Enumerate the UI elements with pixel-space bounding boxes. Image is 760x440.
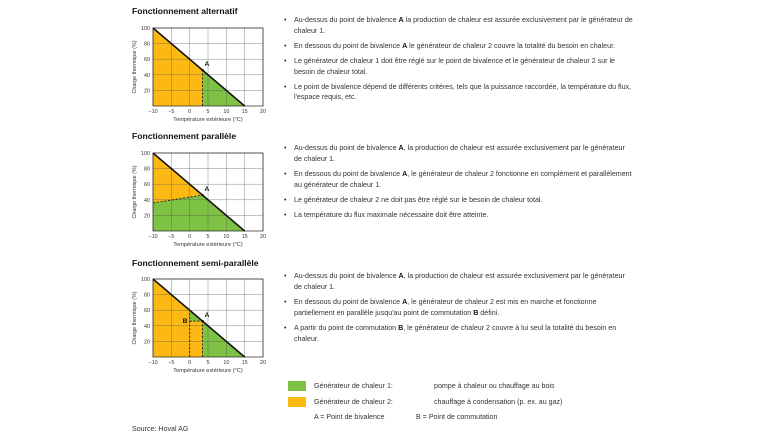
y-axis-label: Charge thermique (%) xyxy=(132,40,138,94)
chart-semi-parallele-svg xyxy=(120,273,280,388)
y-tick-label: 20 xyxy=(144,88,150,95)
x-tick-label: 15 xyxy=(241,360,248,366)
y-axis-label: Charge thermique (%) xyxy=(132,291,138,345)
switch-point-label: B xyxy=(182,318,188,326)
y-tick-label: 100 xyxy=(141,277,150,283)
legend-description: chauffage à condensation (p. ex. au gaz) xyxy=(434,398,563,406)
y-tick-label: 80 xyxy=(144,41,150,48)
legend-label: Générateur de chaleur 2: xyxy=(314,398,393,406)
chart-parallele-svg xyxy=(120,147,280,262)
y-tick-label: 80 xyxy=(144,292,150,299)
x-tick-label: −10 xyxy=(148,109,158,115)
x-tick-label: 20 xyxy=(260,360,266,366)
y-tick-label: 40 xyxy=(144,323,150,330)
section-title-parallele: Fonctionnement parallèle xyxy=(132,131,237,141)
x-tick-label: 5 xyxy=(206,360,210,366)
y-tick-label: 60 xyxy=(144,182,150,189)
bullet-item: • Au-dessus du point de bivalence A la production de chaleur est assurée exclusivement par le générateur de chaleur 1. xyxy=(284,15,634,37)
region-generator-2-0 xyxy=(153,153,203,203)
chart-semi-parallele xyxy=(120,273,280,388)
x-tick-label: 10 xyxy=(223,360,230,366)
x-tick-label: 20 xyxy=(260,109,266,115)
legend-label: Générateur de chaleur 1: xyxy=(314,382,393,390)
bullet-item: • Au-dessus du point de bivalence A, la production de chaleur est assurée exclusivement par le générateur de chaleur 1. xyxy=(284,143,634,165)
bullet-item: • Le générateur de chaleur 1 doit être réglé sur le point de bivalence et le générateur de chaleur 2 sur le besoin de chaleur total. xyxy=(284,56,634,78)
bullet-item: • En dessous du point de bivalence A le générateur de chaleur 2 couvre la totalité du besoin en chaleur. xyxy=(284,41,634,52)
bivalence-point-label: A xyxy=(204,61,210,69)
x-tick-label: −5 xyxy=(168,360,175,366)
chart-alternatif xyxy=(120,22,280,137)
y-tick-label: 100 xyxy=(141,151,150,157)
x-tick-label: −10 xyxy=(148,360,158,366)
y-tick-label: 40 xyxy=(144,72,150,79)
bullet-item: • Le générateur de chaleur 2 ne doit pas être réglé sur le besoin de chaleur total. xyxy=(284,195,634,206)
y-tick-label: 20 xyxy=(144,213,150,220)
y-tick-label: 20 xyxy=(144,339,150,346)
bullet-list-semi-parallele xyxy=(284,271,634,348)
x-tick-label: 15 xyxy=(241,234,248,240)
bullet-item: • La température du flux maximale nécessaire doit être atteinte. xyxy=(284,210,634,221)
x-axis-label: Température extérieure (°C) xyxy=(173,117,243,123)
x-axis-label: Température extérieure (°C) xyxy=(173,242,243,248)
bullet-item: • Au-dessus du point de bivalence A, la production de chaleur est assurée exclusivement par le générateur de chaleur 1. xyxy=(284,271,634,293)
chart-parallele xyxy=(120,147,280,262)
y-tick-label: 60 xyxy=(144,57,150,64)
x-tick-label: 0 xyxy=(188,109,192,115)
x-tick-label: −5 xyxy=(168,234,175,240)
x-tick-label: 20 xyxy=(260,234,266,240)
bivalence-point-label: A xyxy=(204,312,210,320)
x-tick-label: 5 xyxy=(206,109,210,115)
x-axis-label: Température extérieure (°C) xyxy=(173,368,243,374)
y-tick-label: 40 xyxy=(144,197,150,204)
bullet-item: • En dessous du point de bivalence A, le générateur de chaleur 2 est mis en marche et fonctionne partiellement en parallèle jusqu'au point de commutation B défini. xyxy=(284,297,634,319)
x-tick-label: 0 xyxy=(188,360,192,366)
region-generator-2-0 xyxy=(153,28,203,106)
section-title-alternatif: Fonctionnement alternatif xyxy=(132,6,238,16)
x-tick-label: −10 xyxy=(148,234,158,240)
bivalence-point-marker xyxy=(201,69,203,71)
bullet-list-alternatif xyxy=(284,15,634,107)
bullet-list-parallele xyxy=(284,143,634,224)
section-title-semi-parallele: Fonctionnement semi-parallèle xyxy=(132,258,259,268)
chart-alternatif-svg xyxy=(120,22,280,137)
legend-note-b: B = Point de commutation xyxy=(416,413,498,421)
bullet-item: • En dessous du point de bivalence A, le générateur de chaleur 2 fonctionne en complément et parallèlement au générateur de chaleur 1. xyxy=(284,169,634,191)
x-tick-label: 5 xyxy=(206,234,210,240)
x-tick-label: 15 xyxy=(241,109,248,115)
y-tick-label: 100 xyxy=(141,26,150,32)
legend-swatch-green xyxy=(288,381,306,391)
bivalence-point-marker xyxy=(201,194,203,196)
y-tick-label: 80 xyxy=(144,166,150,173)
y-axis-label: Charge thermique (%) xyxy=(132,165,138,219)
bivalence-point-label: A xyxy=(204,186,210,194)
bullet-item: • A partir du point de commutation B, le générateur de chaleur 2 couvre à lui seul la totalité du besoin en chaleur. xyxy=(284,323,634,345)
bullet-item: • Le point de bivalence dépend de différents critères, tels que la puissance raccordée, la température du flux, l'espace requis, etc. xyxy=(284,82,634,104)
x-tick-label: −5 xyxy=(168,109,175,115)
legend-note-a: A = Point de bivalence xyxy=(314,413,385,421)
legend-swatch-yellow xyxy=(288,397,306,407)
bivalence-point-marker xyxy=(201,320,203,322)
x-tick-label: 10 xyxy=(223,109,230,115)
x-tick-label: 10 xyxy=(223,234,230,240)
source-credit: Source: Hoval AG xyxy=(132,425,189,433)
x-tick-label: 0 xyxy=(188,234,192,240)
y-tick-label: 60 xyxy=(144,308,150,315)
legend-description: pompe à chaleur ou chauffage au bois xyxy=(434,382,555,390)
